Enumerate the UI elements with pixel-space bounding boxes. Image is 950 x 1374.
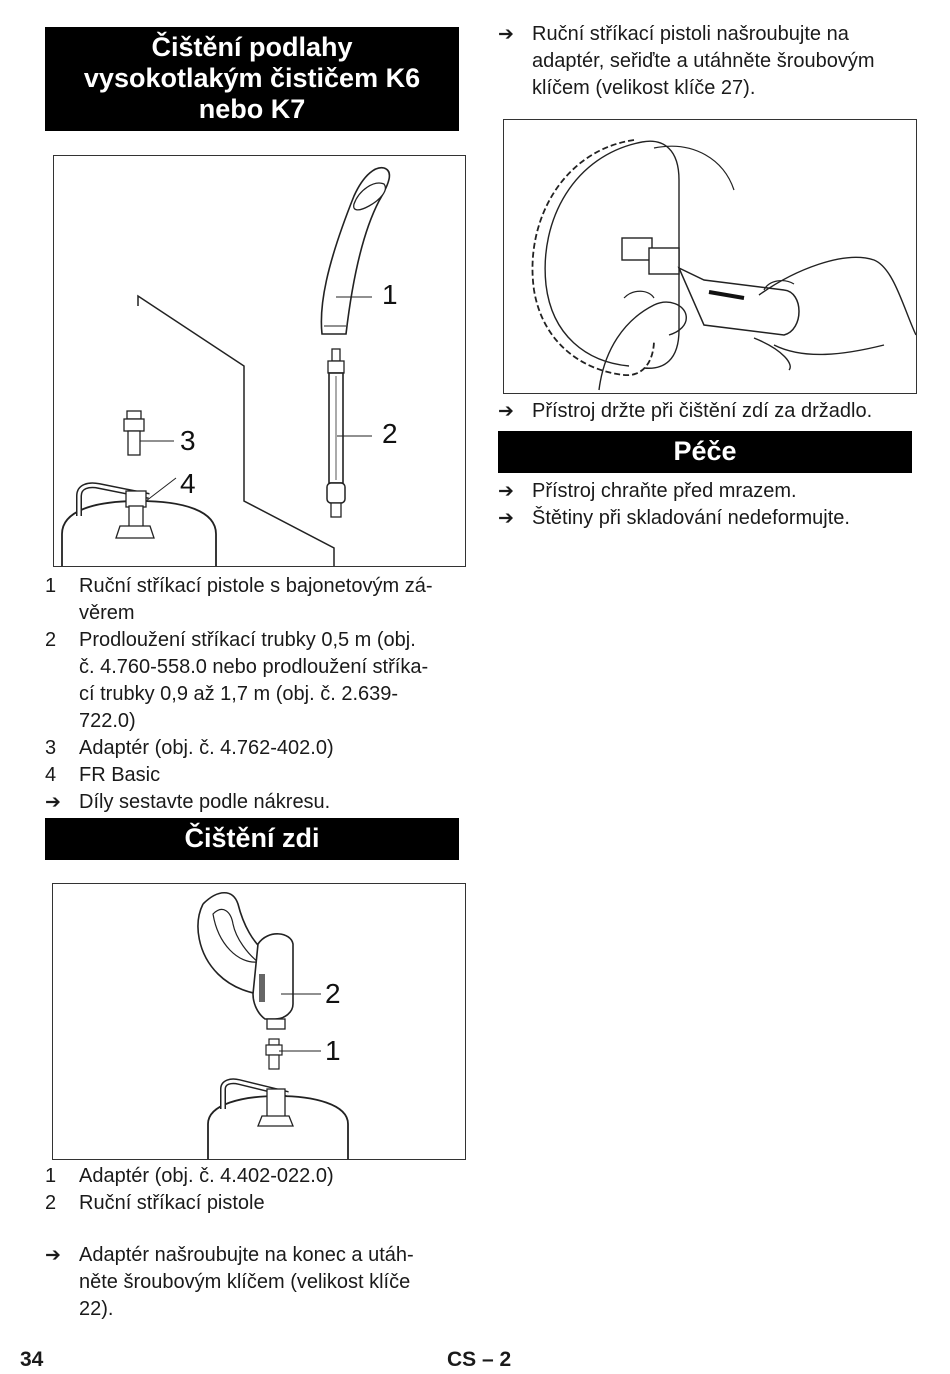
- instruction-adapter: [45, 1242, 465, 1323]
- callout-wall-2: 2: [325, 978, 341, 1009]
- list-item-number: 1: [45, 575, 57, 597]
- list-item-text-line: 722.0): [79, 710, 136, 732]
- heading-wall-cleaning-text: Čištění zdi: [184, 823, 320, 853]
- list-item: [45, 762, 465, 789]
- list-item-text-line: FR Basic: [79, 764, 161, 786]
- instruction-text-line: Adaptér našroubujte na konec a utáh-: [79, 1244, 414, 1266]
- list-item-text-line: Adaptér (obj. č. 4.402-022.0): [79, 1165, 334, 1187]
- list-item: [498, 505, 918, 532]
- instruction-text-line: adaptér, seřiďte a utáhněte šroubovým: [532, 50, 875, 72]
- figure-wall-usage: [503, 119, 917, 394]
- figure-floor-assembly: [53, 155, 466, 567]
- instruction-row: [45, 1242, 465, 1323]
- instruction-text-line: klíčem (velikost klíče 27).: [532, 77, 756, 99]
- list-item: [45, 627, 465, 735]
- heading-wall-cleaning: [45, 818, 459, 860]
- care-list: [498, 478, 918, 532]
- list-item-number: 3: [45, 737, 57, 759]
- instruction-text: Díly sestavte podle nákresu.: [79, 791, 331, 813]
- care-item-text: Přístroj chraňte před mrazem.: [532, 480, 797, 502]
- instruction-assemble: [45, 789, 465, 816]
- floor-assembly-illustration: [54, 156, 465, 566]
- page-number: 34: [20, 1348, 44, 1371]
- heading-floor-cleaning-line3: nebo K7: [198, 94, 306, 124]
- list-item-text-line: Adaptér (obj. č. 4.762-402.0): [79, 737, 334, 759]
- list-item-number: 2: [45, 629, 57, 651]
- gun-with-adapter-drawing: [622, 238, 799, 370]
- heading-floor-cleaning: [45, 27, 459, 131]
- spray-gun-handle-drawing: [321, 168, 389, 334]
- heading-care-text: Péče: [673, 436, 737, 466]
- instruction-screw-gun: [498, 21, 918, 102]
- list-item: [45, 1163, 465, 1190]
- arrow-right-icon: ➔: [45, 792, 61, 813]
- callout-wall-1: 1: [325, 1035, 341, 1066]
- instruction-hold-handle: [498, 398, 918, 425]
- figure-wall-assembly: [52, 883, 466, 1160]
- list-item-text-line: Prodloužení stříkací trubky 0,5 m (obj.: [79, 629, 416, 651]
- heading-floor-cleaning-line2: vysokotlakým čističem K6: [83, 63, 421, 93]
- spray-gun-drawing: [198, 893, 293, 1029]
- extension-pipe-drawing: [327, 349, 345, 517]
- wall-adapter-drawing: [266, 1039, 282, 1069]
- care-item-text: Štětiny při skladování nedeformujte.: [532, 507, 850, 529]
- list-item: [45, 573, 465, 627]
- list-item-number: 2: [45, 1192, 57, 1214]
- list-item-number: 1: [45, 1165, 57, 1187]
- list-item-text-line: č. 4.760-558.0 nebo prodloužení stříka-: [79, 656, 429, 678]
- instruction-text: Přístroj držte při čištění zdí za držadlo.: [532, 400, 873, 422]
- list-item: [498, 478, 918, 505]
- instruction-text-line: 22).: [79, 1298, 114, 1320]
- callout-3: 3: [180, 425, 196, 456]
- instruction-text-line: něte šroubovým klíčem (velikost klíče: [79, 1271, 411, 1293]
- wall-assembly-illustration: [53, 884, 465, 1159]
- callout-4: 4: [180, 468, 196, 499]
- wall-usage-illustration: [504, 120, 916, 393]
- list-item-text-line: cí trubky 0,9 až 1,7 m (obj. č. 2.639-: [79, 683, 399, 705]
- heading-care: [498, 431, 912, 473]
- language-page-label: CS – 2: [447, 1348, 512, 1371]
- instruction-row: [498, 21, 918, 102]
- parts-list-wall: [45, 1163, 465, 1217]
- list-item-text-line: Ruční stříkací pistole: [79, 1192, 265, 1214]
- arrow-right-icon: ➔: [498, 481, 514, 502]
- arrow-right-icon: ➔: [498, 24, 514, 45]
- wall-fr-basic-device-drawing: [208, 1081, 348, 1159]
- arrow-right-icon: ➔: [498, 401, 514, 422]
- callout-1: 1: [382, 279, 398, 310]
- list-item-text-line: věrem: [79, 602, 135, 624]
- parts-list-floor: [45, 573, 465, 816]
- list-item-number: 4: [45, 764, 57, 786]
- list-item: [45, 735, 465, 762]
- arrow-right-icon: ➔: [498, 508, 514, 529]
- instruction-row: [498, 398, 918, 425]
- arrow-right-icon: ➔: [45, 1245, 61, 1266]
- list-item: [45, 1190, 465, 1217]
- heading-floor-cleaning-line1: Čištění podlahy: [151, 32, 353, 62]
- callout-2: 2: [382, 418, 398, 449]
- instruction-text-line: Ruční stříkací pistoli našroubujte na: [532, 23, 849, 45]
- list-item-text-line: Ruční stříkací pistole s bajonetovým zá-: [79, 575, 433, 597]
- adapter-drawing: [124, 411, 144, 455]
